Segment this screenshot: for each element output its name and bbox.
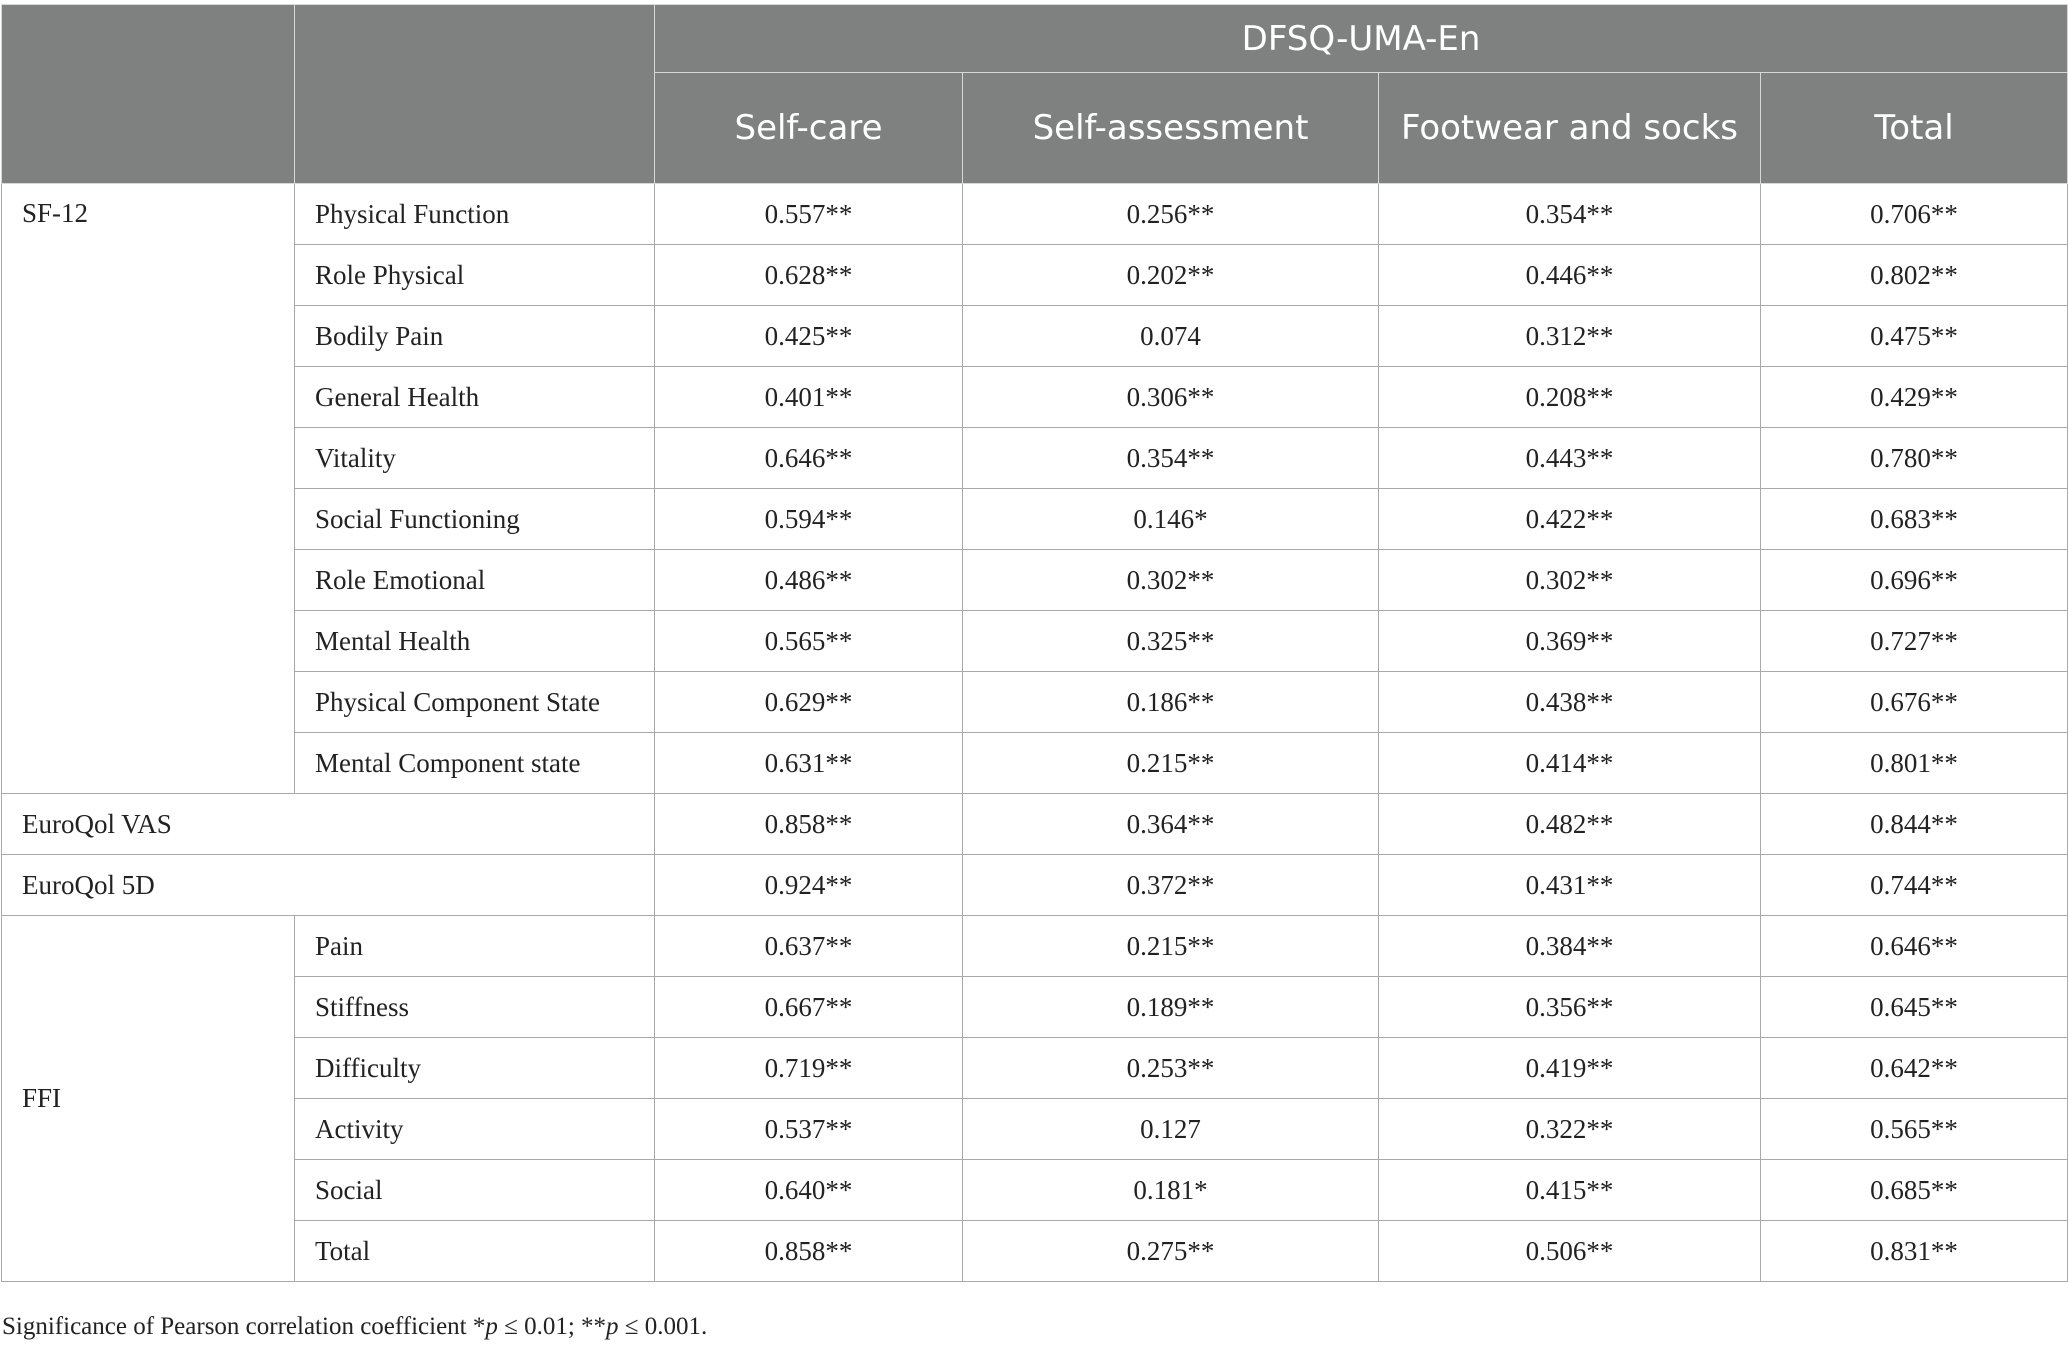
row-label: Mental Health: [295, 611, 655, 672]
value-cell: 0.322**: [1379, 1099, 1761, 1160]
table-row: [2, 550, 2068, 611]
table-row: [2, 367, 2068, 428]
table-row: [2, 1221, 2068, 1282]
value-cell: 0.215**: [963, 733, 1379, 794]
value-cell: 0.312**: [1379, 306, 1761, 367]
value-cell: 0.831**: [1761, 1221, 2068, 1282]
row-label: Role Physical: [295, 245, 655, 306]
value-cell: 0.844**: [1761, 794, 2068, 855]
row-label: Physical Component State: [295, 672, 655, 733]
group-label-euroqol-vas: EuroQol VAS: [2, 794, 655, 855]
value-cell: 0.415**: [1379, 1160, 1761, 1221]
value-cell: 0.275**: [963, 1221, 1379, 1282]
value-cell: 0.706**: [1761, 184, 2068, 245]
value-cell: 0.727**: [1761, 611, 2068, 672]
value-cell: 0.780**: [1761, 428, 2068, 489]
value-cell: 0.369**: [1379, 611, 1761, 672]
value-cell: 0.302**: [963, 550, 1379, 611]
value-cell: 0.506**: [1379, 1221, 1761, 1282]
value-cell: 0.628**: [655, 245, 963, 306]
value-cell: 0.719**: [655, 1038, 963, 1099]
table-row: [2, 733, 2068, 794]
value-cell: 0.419**: [1379, 1038, 1761, 1099]
header-footwear-and-socks: Footwear and socks: [1379, 73, 1761, 184]
value-cell: 0.253**: [963, 1038, 1379, 1099]
table-row: [2, 1099, 2068, 1160]
value-cell: 0.645**: [1761, 977, 2068, 1038]
row-label: Activity: [295, 1099, 655, 1160]
value-cell: 0.372**: [963, 855, 1379, 916]
value-cell: 0.802**: [1761, 245, 2068, 306]
value-cell: 0.646**: [655, 428, 963, 489]
value-cell: 0.443**: [1379, 428, 1761, 489]
value-cell: 0.401**: [655, 367, 963, 428]
value-cell: 0.631**: [655, 733, 963, 794]
row-label: Bodily Pain: [295, 306, 655, 367]
header-row-group: [2, 5, 2068, 73]
value-cell: 0.640**: [655, 1160, 963, 1221]
correlation-table-container: [1, 4, 2067, 1282]
row-label: Vitality: [295, 428, 655, 489]
value-cell: 0.446**: [1379, 245, 1761, 306]
table-row: [2, 672, 2068, 733]
row-label: Total: [295, 1221, 655, 1282]
value-cell: 0.475**: [1761, 306, 2068, 367]
row-label: Physical Function: [295, 184, 655, 245]
value-cell: 0.667**: [655, 977, 963, 1038]
value-cell: 0.685**: [1761, 1160, 2068, 1221]
value-cell: 0.744**: [1761, 855, 2068, 916]
row-label: Difficulty: [295, 1038, 655, 1099]
value-cell: 0.858**: [655, 1221, 963, 1282]
value-cell: 0.354**: [1379, 184, 1761, 245]
table-row: [2, 1038, 2068, 1099]
value-cell: 0.537**: [655, 1099, 963, 1160]
header-self-care: Self-care: [655, 73, 963, 184]
value-cell: 0.696**: [1761, 550, 2068, 611]
group-label-euroqol-5d: EuroQol 5D: [2, 855, 655, 916]
row-label: Social: [295, 1160, 655, 1221]
group-label-ffi: FFI: [2, 916, 295, 1282]
value-cell: 0.325**: [963, 611, 1379, 672]
value-cell: 0.354**: [963, 428, 1379, 489]
table-row: [2, 794, 2068, 855]
value-cell: 0.646**: [1761, 916, 2068, 977]
value-cell: 0.127: [963, 1099, 1379, 1160]
value-cell: 0.438**: [1379, 672, 1761, 733]
value-cell: 0.306**: [963, 367, 1379, 428]
row-label: Pain: [295, 916, 655, 977]
value-cell: 0.629**: [655, 672, 963, 733]
value-cell: 0.256**: [963, 184, 1379, 245]
footnote-threshold-2: ≤ 0.001.: [618, 1313, 708, 1340]
table-row: [2, 611, 2068, 672]
table-body: [2, 184, 2068, 1282]
value-cell: 0.557**: [655, 184, 963, 245]
value-cell: 0.146*: [963, 489, 1379, 550]
header-blank-2: [295, 5, 655, 184]
value-cell: 0.215**: [963, 916, 1379, 977]
header-self-assessment: Self-assessment: [963, 73, 1379, 184]
value-cell: 0.594**: [655, 489, 963, 550]
value-cell: 0.858**: [655, 794, 963, 855]
value-cell: 0.189**: [963, 977, 1379, 1038]
row-label: Social Functioning: [295, 489, 655, 550]
table-row: [2, 306, 2068, 367]
table-row: [2, 489, 2068, 550]
footnote: [2, 1313, 707, 1341]
value-cell: 0.676**: [1761, 672, 2068, 733]
value-cell: 0.801**: [1761, 733, 2068, 794]
value-cell: 0.482**: [1379, 794, 1761, 855]
value-cell: 0.422**: [1379, 489, 1761, 550]
value-cell: 0.637**: [655, 916, 963, 977]
value-cell: 0.425**: [655, 306, 963, 367]
header-group-title: DFSQ-UMA-En: [655, 5, 2068, 73]
value-cell: 0.565**: [1761, 1099, 2068, 1160]
footnote-p-symbol: p: [606, 1313, 619, 1340]
footnote-threshold-1: ≤ 0.01; **: [497, 1313, 607, 1340]
value-cell: 0.683**: [1761, 489, 2068, 550]
row-label: General Health: [295, 367, 655, 428]
table-row: [2, 855, 2068, 916]
value-cell: 0.431**: [1379, 855, 1761, 916]
value-cell: 0.202**: [963, 245, 1379, 306]
value-cell: 0.074: [963, 306, 1379, 367]
table-row: [2, 245, 2068, 306]
table-row: [2, 977, 2068, 1038]
correlation-table: [1, 4, 2068, 1282]
footnote-p-symbol: p: [485, 1313, 498, 1340]
row-label: Stiffness: [295, 977, 655, 1038]
value-cell: 0.302**: [1379, 550, 1761, 611]
row-label: Role Emotional: [295, 550, 655, 611]
value-cell: 0.364**: [963, 794, 1379, 855]
value-cell: 0.186**: [963, 672, 1379, 733]
value-cell: 0.486**: [655, 550, 963, 611]
header-blank-1: [2, 5, 295, 184]
value-cell: 0.181*: [963, 1160, 1379, 1221]
table-row: [2, 916, 2068, 977]
value-cell: 0.414**: [1379, 733, 1761, 794]
value-cell: 0.565**: [655, 611, 963, 672]
table-row: [2, 184, 2068, 245]
value-cell: 0.208**: [1379, 367, 1761, 428]
value-cell: 0.384**: [1379, 916, 1761, 977]
value-cell: 0.429**: [1761, 367, 2068, 428]
group-label-sf-12: SF-12: [2, 184, 295, 794]
value-cell: 0.356**: [1379, 977, 1761, 1038]
header-total: Total: [1761, 73, 2068, 184]
value-cell: 0.924**: [655, 855, 963, 916]
table-row: [2, 1160, 2068, 1221]
footnote-text: Significance of Pearson correlation coefficient *: [2, 1313, 486, 1340]
table-row: [2, 428, 2068, 489]
row-label: Mental Component state: [295, 733, 655, 794]
value-cell: 0.642**: [1761, 1038, 2068, 1099]
